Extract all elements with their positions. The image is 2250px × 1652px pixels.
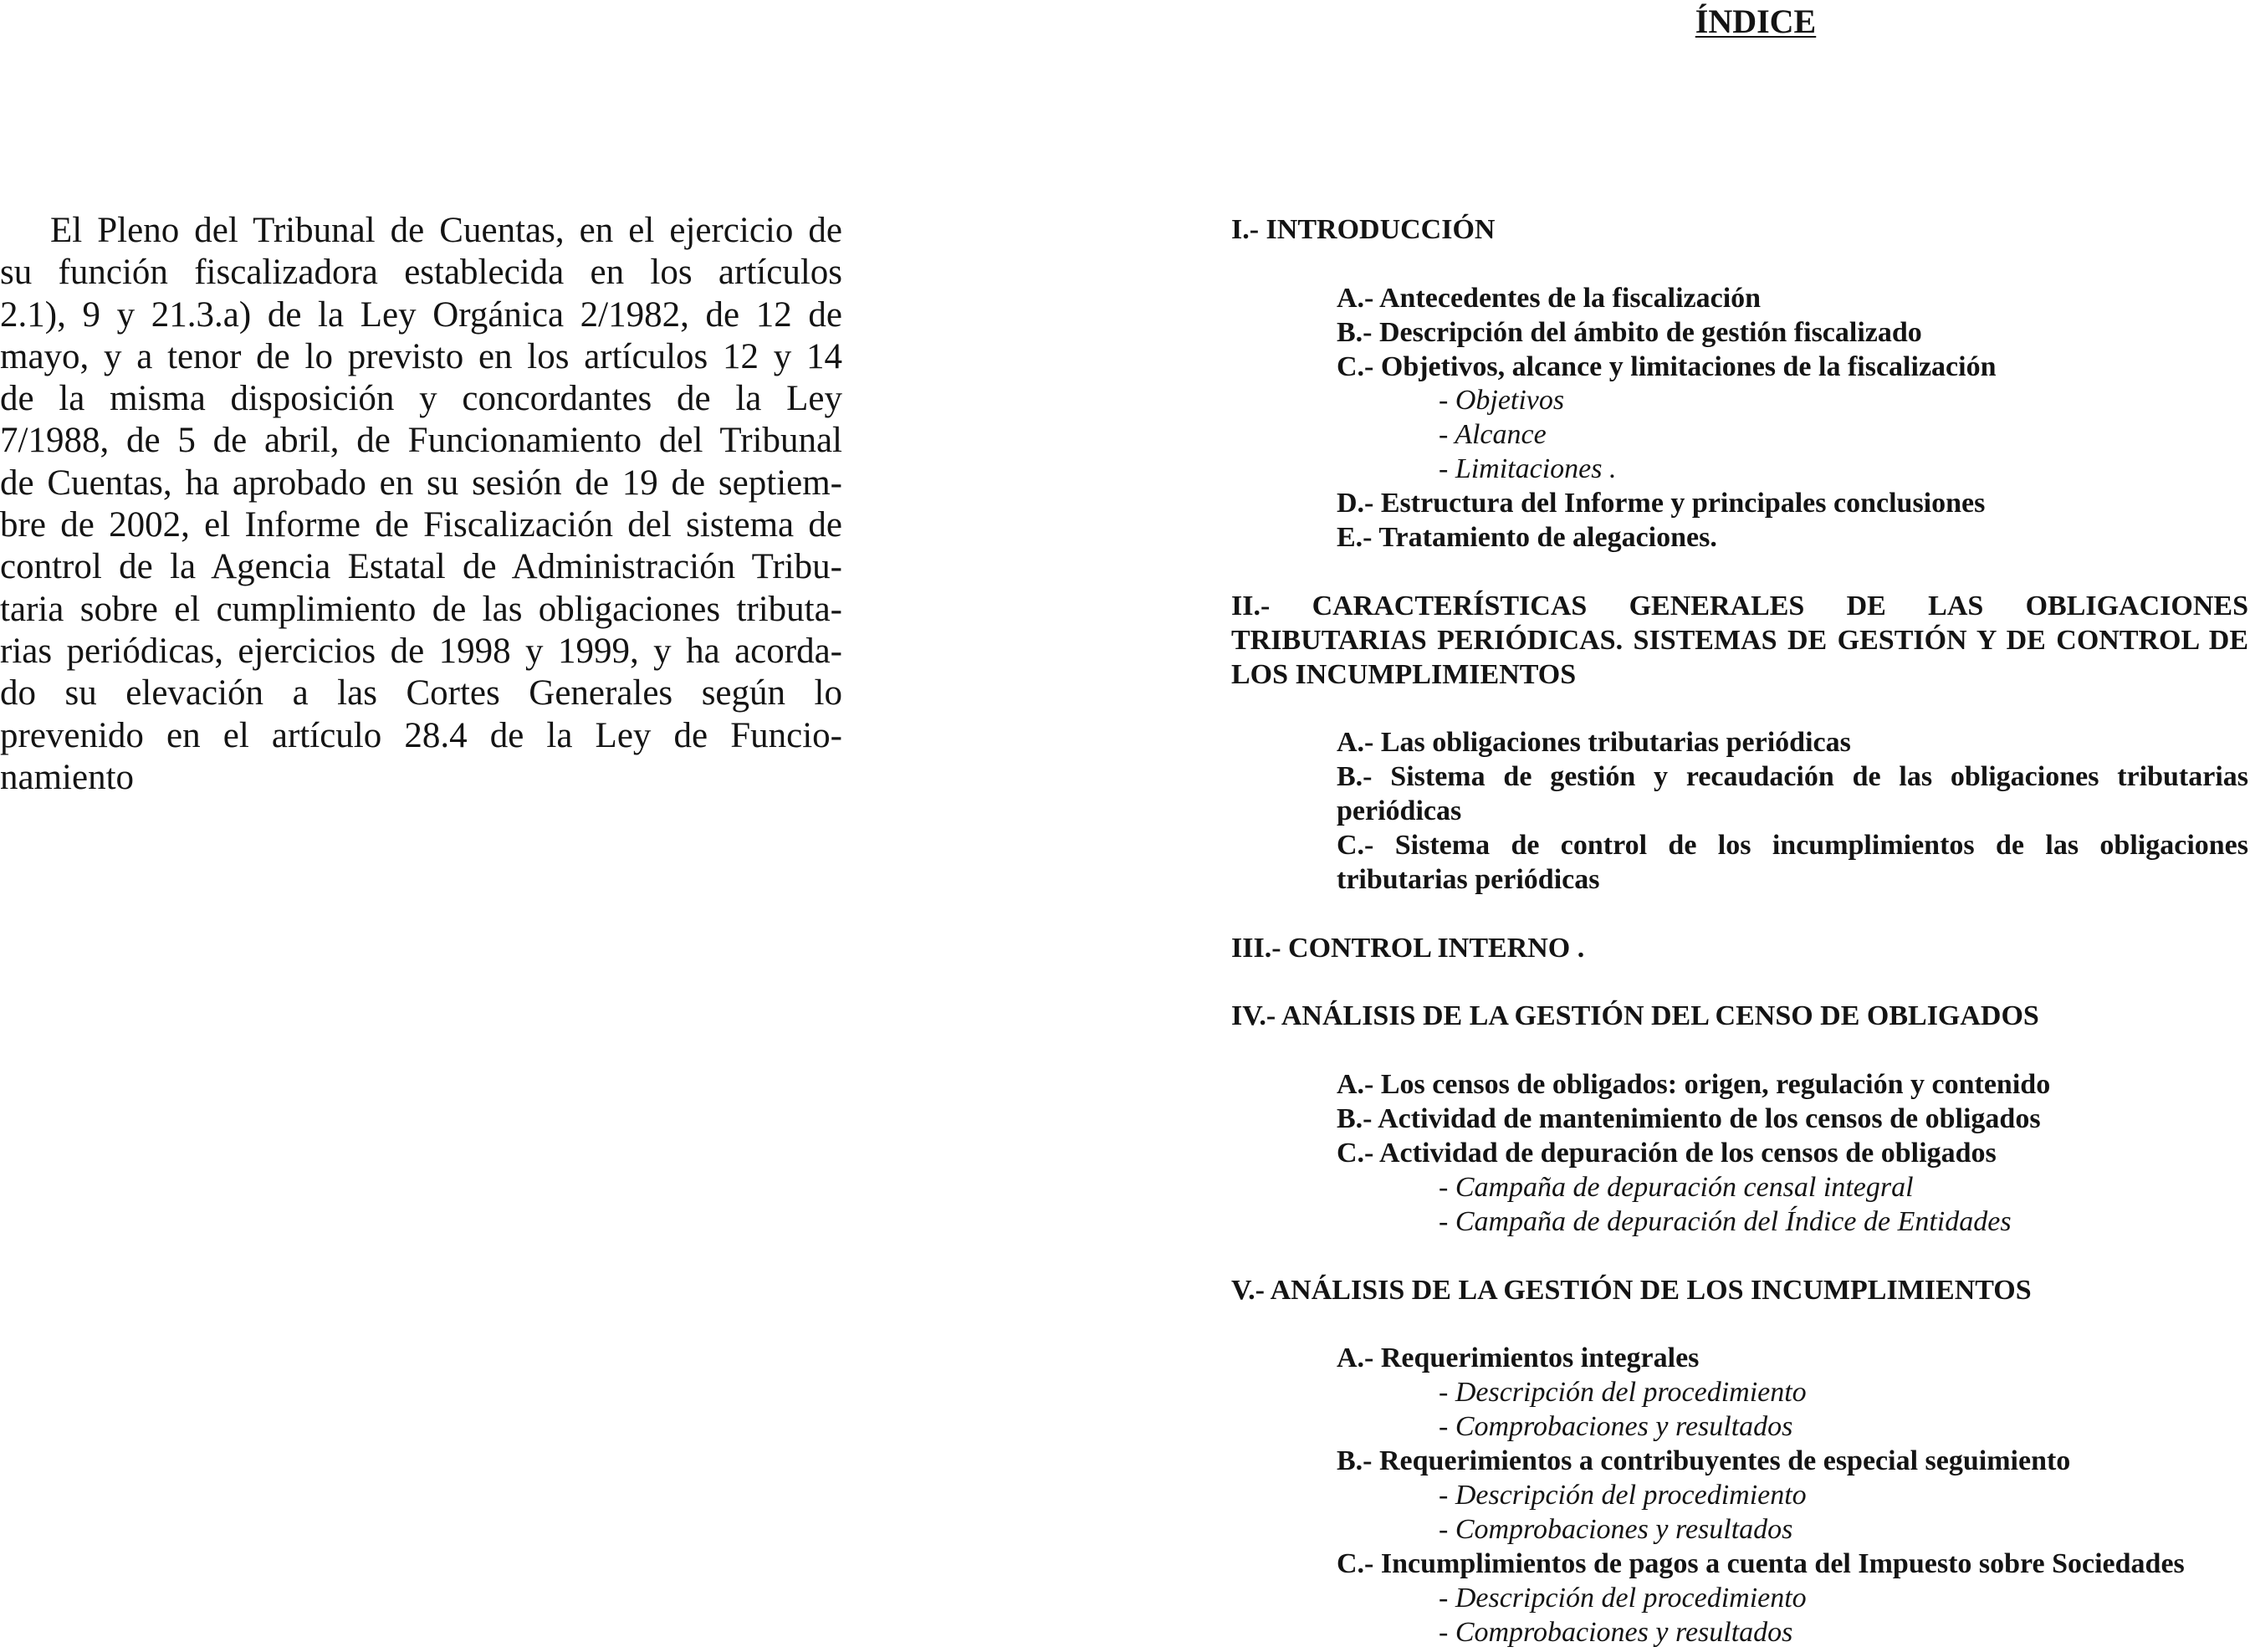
body-text-line: prevenido en el artículo 28.4 de la Ley de Funcio- bbox=[0, 715, 842, 755]
body-text-line: El Pleno del Tribunal de Cuentas, en el ejercicio de bbox=[50, 211, 842, 250]
toc-section-heading: TRIBUTARIAS PERIÓDICAS. SISTEMAS DE GESTIÓN Y DE CONTROL DE bbox=[1231, 624, 2248, 656]
toc-subitem: - Descripción del procedimiento bbox=[1439, 1377, 1807, 1409]
body-text-line: su función fiscalizadora establecida en los artículos bbox=[0, 253, 842, 293]
toc-item: A.- Los censos de obligados: origen, regulación y contenido bbox=[1337, 1069, 2051, 1101]
toc-subitem: - Descripción del procedimiento bbox=[1439, 1582, 1807, 1614]
toc-items bbox=[1231, 282, 2248, 555]
toc-items bbox=[1231, 1068, 2248, 1239]
body-text-line: control de la Agencia Estatal de Administración Tribu- bbox=[0, 547, 842, 587]
toc-section bbox=[1231, 1274, 2248, 1650]
toc-subitem: - Comprobaciones y resultados bbox=[1439, 1513, 1793, 1545]
toc-item: B.- Requerimientos a contribuyentes de especial seguimiento bbox=[1337, 1445, 2071, 1477]
toc-section-heading: IV.- ANÁLISIS DE LA GESTIÓN DEL CENSO DE OBLIGADOS bbox=[1231, 1000, 2039, 1032]
body-text-line: de Cuentas, ha aprobado en su sesión de 19 de septiem- bbox=[0, 463, 842, 503]
toc-item: C.- Sistema de control de los incumplimientos de las obligaciones bbox=[1337, 830, 2248, 862]
table-of-contents bbox=[1231, 213, 2248, 1649]
toc-item: B.- Sistema de gestión y recaudación de las obligaciones tributarias bbox=[1337, 761, 2248, 793]
toc-item: B.- Actividad de mantenimiento de los censos de obligados bbox=[1337, 1103, 2041, 1135]
toc-subitem: - Objetivos bbox=[1439, 385, 1565, 417]
toc-item: D.- Estructura del Informe y principales conclusiones bbox=[1337, 488, 1986, 519]
body-text-line: bre de 2002, el Informe de Fiscalización del sistema de bbox=[0, 505, 842, 545]
toc-item: C.- Objetivos, alcance y limitaciones de la fiscalización bbox=[1337, 350, 1997, 382]
toc-item: periódicas bbox=[1337, 795, 1462, 827]
body-text-line: rias periódicas, ejercicios de 1998 y 1999, y ha acorda- bbox=[0, 631, 842, 671]
toc-item: A.- Las obligaciones tributarias periódicas bbox=[1337, 727, 1851, 759]
index-title: ÍNDICE bbox=[1695, 3, 1817, 40]
toc-subitem: - Limitaciones . bbox=[1439, 453, 1617, 485]
toc-item: A.- Requerimientos integrales bbox=[1337, 1343, 1700, 1374]
body-text-line: 2.1), 9 y 21.3.a) de la Ley Orgánica 2/1982, de 12 de bbox=[0, 294, 842, 335]
toc-item: C.- Actividad de depuración de los censos de obligados bbox=[1337, 1138, 1997, 1169]
toc-subitem: - Comprobaciones y resultados bbox=[1439, 1411, 1793, 1443]
body-text-line: 7/1988, de 5 de abril, de Funcionamiento del Tribunal bbox=[0, 421, 842, 461]
toc-section-heading: I.- INTRODUCCIÓN bbox=[1231, 214, 1496, 245]
body-text-line: mayo, y a tenor de lo previsto en los artículos 12 y 14 bbox=[0, 336, 842, 376]
body-text-line: taria sobre el cumplimiento de las obligaciones tributa- bbox=[0, 589, 842, 629]
toc-section-heading: II.- CARACTERÍSTICAS GENERALES DE LAS OBLIGACIONES bbox=[1231, 590, 2248, 621]
toc-section bbox=[1231, 213, 2248, 555]
toc-item: E.- Tratamiento de alegaciones. bbox=[1337, 522, 1717, 554]
body-text-line: de la misma disposición y concordantes de la Ley bbox=[0, 379, 842, 419]
toc-subitem: - Alcance bbox=[1439, 419, 1547, 451]
toc-subitem: - Campaña de depuración censal integral bbox=[1439, 1171, 1914, 1203]
toc-section-heading: LOS INCUMPLIMIENTOS bbox=[1231, 658, 1577, 690]
toc-item: tributarias periódicas bbox=[1337, 863, 1600, 895]
toc-section-heading: III.- CONTROL INTERNO . bbox=[1231, 932, 1585, 964]
toc-subitem: - Comprobaciones y resultados bbox=[1439, 1616, 1793, 1648]
body-text-line: do su elevación a las Cortes Generales según lo bbox=[0, 673, 842, 713]
body-paragraph bbox=[0, 210, 842, 799]
toc-item: B.- Descripción del ámbito de gestión fiscalizado bbox=[1337, 316, 1922, 348]
toc-item: C.- Incumplimientos de pagos a cuenta del Impuesto sobre Sociedades bbox=[1337, 1547, 2185, 1579]
toc-section bbox=[1231, 932, 2248, 966]
toc-items bbox=[1231, 726, 2248, 897]
body-text-line: namiento bbox=[0, 757, 135, 797]
toc-items bbox=[1231, 1342, 2248, 1649]
toc-section-heading: V.- ANÁLISIS DE LA GESTIÓN DE LOS INCUMPLIMIENTOS bbox=[1231, 1274, 2032, 1306]
toc-section bbox=[1231, 1000, 2248, 1239]
toc-item: A.- Antecedentes de la fiscalización bbox=[1337, 282, 1762, 314]
toc-subitem: - Descripción del procedimiento bbox=[1439, 1479, 1807, 1511]
toc-section bbox=[1231, 590, 2248, 898]
toc-subitem: - Campaña de depuración del Índice de Entidades bbox=[1439, 1205, 2012, 1237]
